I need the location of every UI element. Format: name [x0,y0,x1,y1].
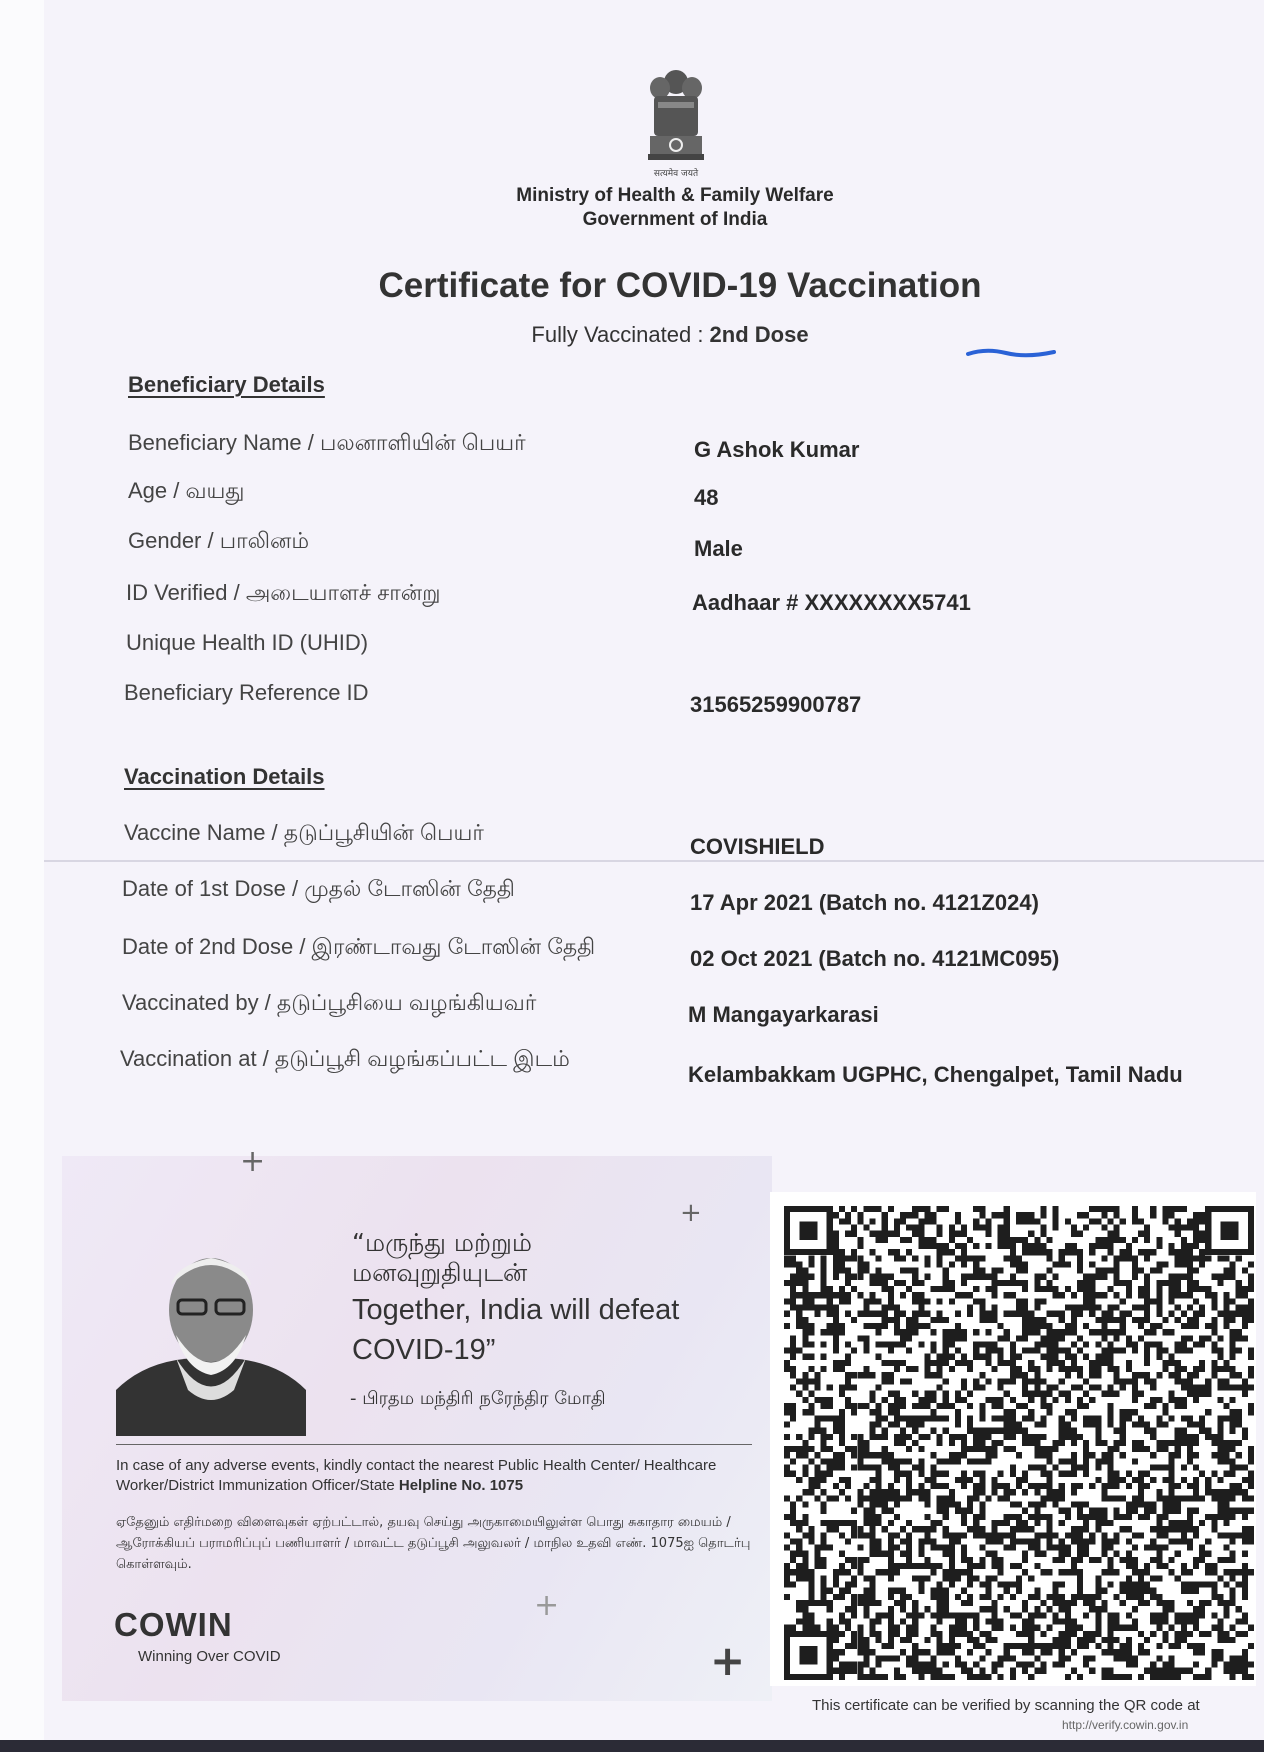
vaccination-at-value: Kelambakkam UGPHC, Chengalpet, Tamil Nadu [688,1062,1183,1087]
ministry-name [470,184,880,232]
verify-note: This certificate can be verified by scanning the QR code at [812,1697,1200,1714]
vaccination-status [400,322,940,348]
second-dose-value: 02 Oct 2021 (Batch no. 4121MC095) [690,946,1060,971]
status-value: 2nd Dose [709,322,809,347]
adverse-events-tamil: ஏதேனும் எதிர்மறை விளைவுகள் ஏற்பட்டால், தயவு செய்து அருகாமையிலுள்ள பொது சுகாதார மையம் / ஆரோக்கியப் பராமரிப்புப் பணியாளர் / மாவட்ட தடுப்பூசி அலுவலர் / மாநில உதவி எண். 1075ஐ தொடர்பு கொள்ளவும். [116,1515,751,1572]
adverse-events-text: In case of any adverse events, kindly contact the nearest Public Health Center/ Healthcare Worker/District Immunization Officer/State [116,1457,717,1494]
vaccine-name-value: COVISHIELD [690,834,825,859]
ministry-line1: Ministry of Health & Family Welfare [516,185,834,206]
scan-bottom-edge [0,1740,1264,1752]
portrait-image [116,1240,306,1436]
verify-url[interactable]: http://verify.cowin.gov.in [1062,1718,1189,1732]
reference-id-value: 31565259900787 [690,692,862,717]
qr-code-icon[interactable] [784,1206,1254,1680]
quote-tamil-line1: “மருந்து மற்றும் [352,1228,533,1257]
quote-attribution: - பிரதம மந்திரி நரேந்திர மோதி [350,1388,606,1409]
vaccination-details-heading: Vaccination Details [124,764,325,789]
id-verified-value: Aadhaar # XXXXXXXX5741 [692,590,971,615]
paper-fold [44,860,1264,862]
vaccinated-by-value: M Mangayarkarasi [688,1002,879,1027]
scan-margin [0,0,44,1752]
plus-icon: + [710,1636,746,1685]
pen-mark-icon [966,346,1056,360]
vaccinated-by-label: Vaccinated by / தடுப்பூசியை வழங்கியவர் [122,990,537,1015]
status-prefix: Fully Vaccinated : [531,322,710,347]
vaccine-name-label: Vaccine Name / தடுப்பூசியின் பெயர் [124,820,484,845]
vaccination-at-label: Vaccination at / தடுப்பூசி வழங்கப்பட்ட இடம் [120,1046,570,1071]
ministry-line2: Government of India [582,209,768,230]
national-emblem-icon [640,62,712,182]
reference-id-label: Beneficiary Reference ID [124,680,369,705]
cowin-logo: COWIN [114,1606,233,1643]
beneficiary-details-heading: Beneficiary Details [128,372,325,397]
banner-divider [116,1444,752,1445]
adverse-events-english [116,1456,756,1496]
certificate-title: Certificate for COVID-19 Vaccination [378,266,982,305]
helpline-number: Helpline No. 1075 [398,1477,524,1494]
plus-icon: + [680,1198,702,1228]
quote-tamil [352,1228,532,1288]
cowin-tagline: Winning Over COVID [138,1648,281,1665]
gender-value: Male [694,536,743,561]
beneficiary-name-value: G Ashok Kumar [694,437,860,462]
id-verified-label: ID Verified / அடையாளச் சான்று [126,580,441,605]
uhid-label: Unique Health ID (UHID) [126,630,369,655]
quote-tamil-line2: மனவுறுதியுடன் [352,1258,528,1287]
plus-icon: + [534,1588,560,1623]
first-dose-value: 17 Apr 2021 (Batch no. 4121Z024) [690,890,1039,915]
plus-icon: + [240,1144,266,1179]
beneficiary-name-label: Beneficiary Name / பலனாளியின் பெயர் [128,430,526,455]
gender-label: Gender / பாலினம் [128,528,310,553]
emblem-motto: सत्यमेव जयते [653,169,699,179]
age-value: 48 [694,485,719,510]
first-dose-label: Date of 1st Dose / முதல் டோஸின் தேதி [122,876,515,901]
age-label: Age / வயது [128,478,245,503]
quote-english: Together, India will defeat COVID-19” [352,1294,680,1366]
second-dose-label: Date of 2nd Dose / இரண்டாவது டோஸின் தேதி [122,934,596,959]
